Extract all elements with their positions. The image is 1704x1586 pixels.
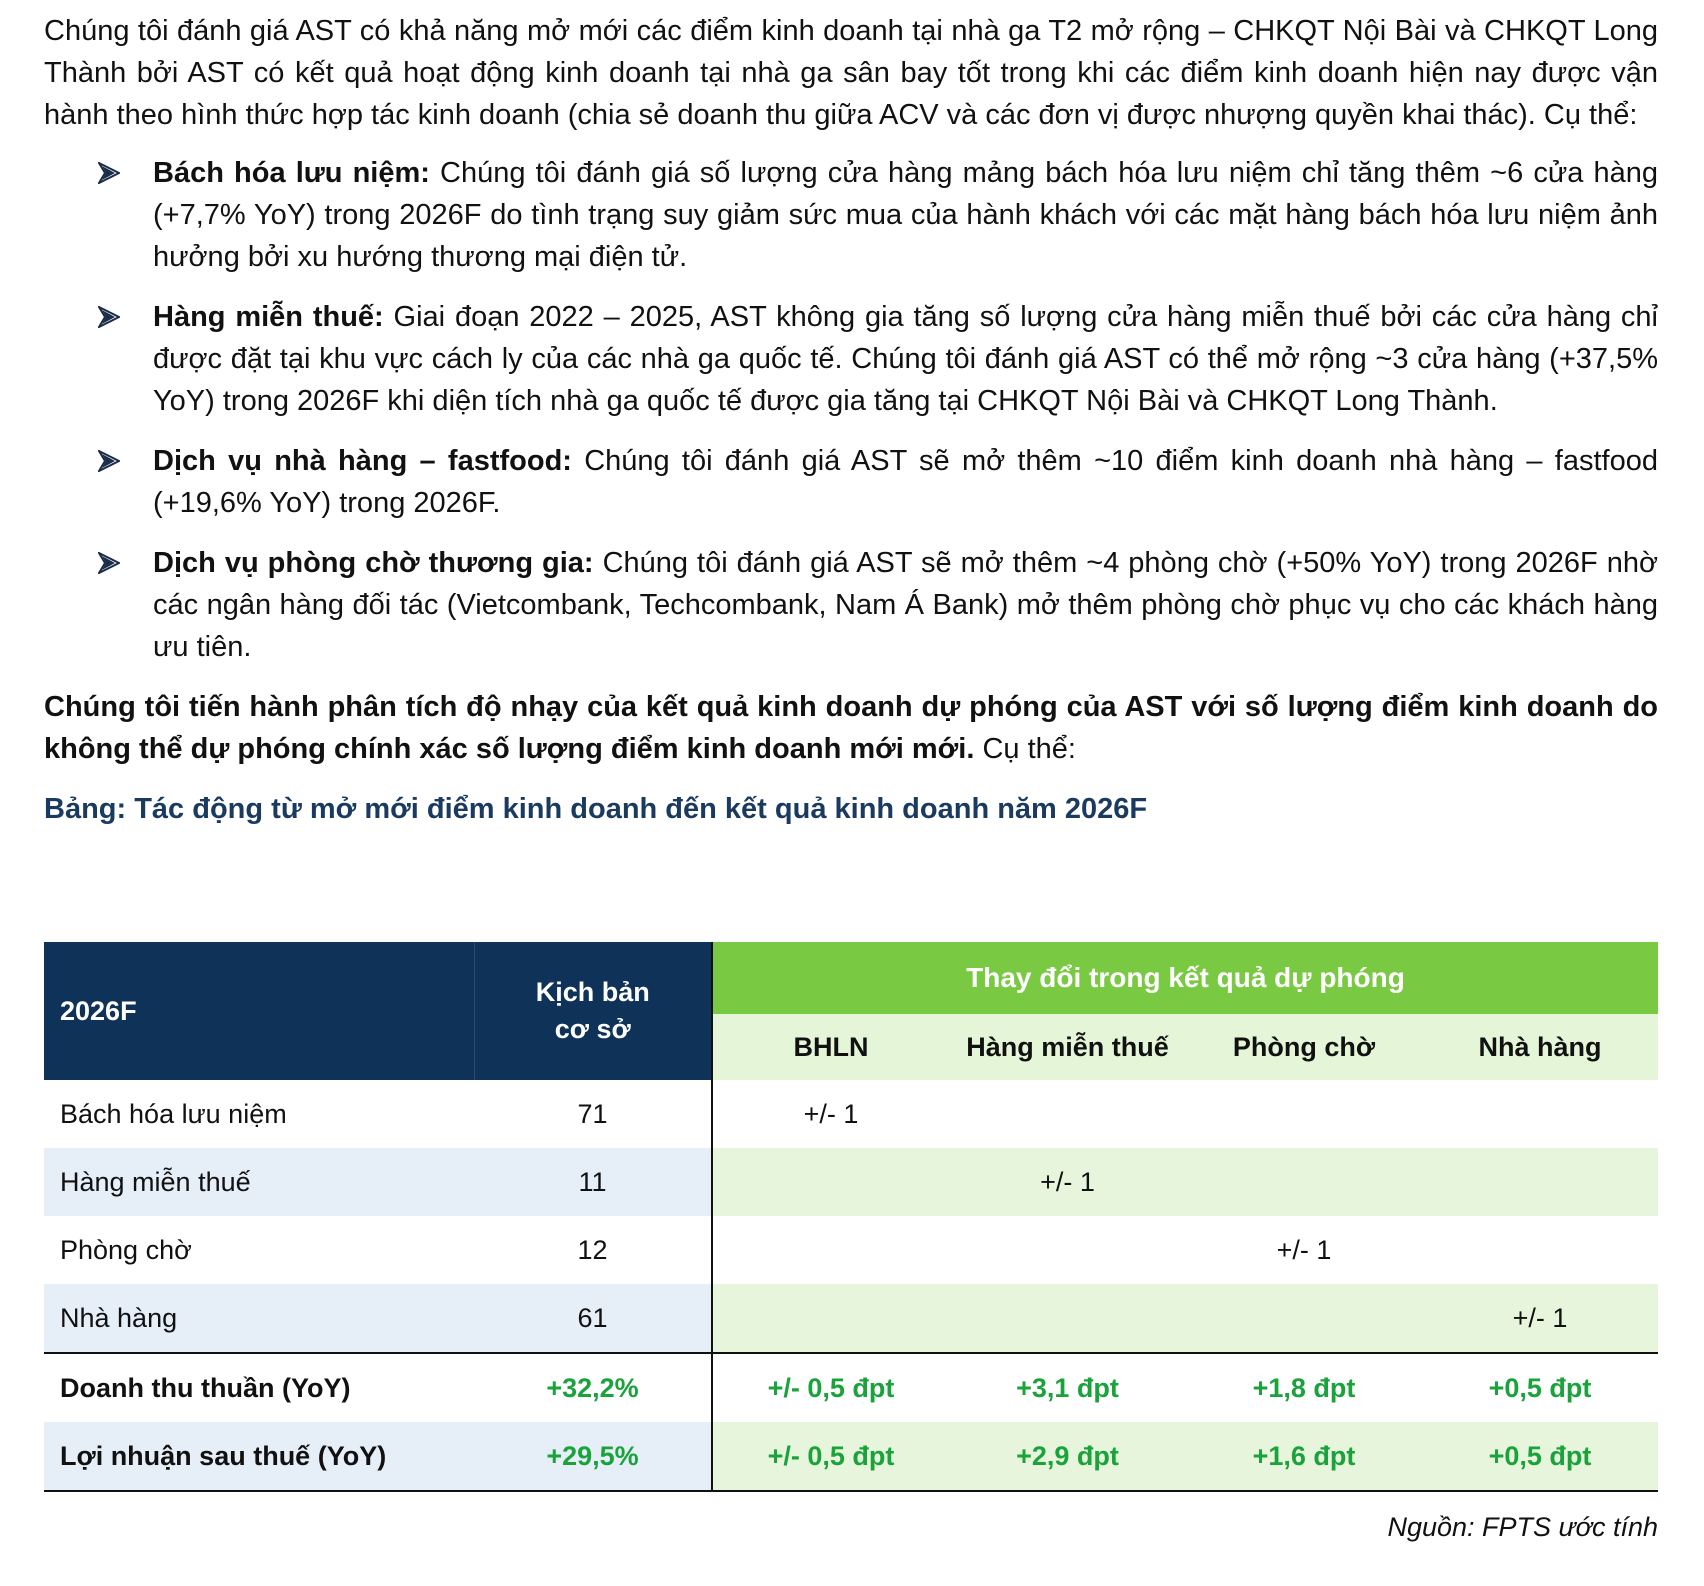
result-row-profit [44,1422,1658,1491]
row-cell [1186,1148,1422,1216]
result-cell: +0,5 đpt [1422,1422,1658,1491]
header-year: 2026F [44,942,474,1080]
row-cell [1422,1216,1658,1284]
impact-table [44,942,1658,1492]
row-cell [712,1284,949,1353]
row-cell [1422,1080,1658,1148]
subheader-duty-free: Hàng miễn thuế [949,1014,1186,1080]
table-title: Bảng: Tác động từ mở mới điểm kinh doanh đến kết quả kinh doanh năm 2026F [44,793,1148,825]
row-cell: +/- 1 [1422,1284,1658,1353]
bullet-item [44,440,1658,524]
row-cell: +/- 1 [1186,1216,1422,1284]
table-row [44,1148,1658,1216]
row-label: Bách hóa lưu niệm [44,1080,474,1148]
result-base: +32,2% [474,1353,712,1422]
table-row [44,1284,1658,1353]
result-base: +29,5% [474,1422,712,1491]
header-base [474,942,712,1080]
bullet-text: Chúng tôi đánh giá số lượng cửa hàng mảng bách hóa lưu niệm chỉ tăng thêm ~6 cửa hàng (+7,7% YoY) trong 2026F do tình trạng suy giảm sức mua của hành khách với các mặt hàng bách hóa lưu niệm ảnh hưởng bởi xu hướng thương mại điện tử. [153,157,1658,273]
result-cell: +3,1 đpt [949,1353,1186,1422]
bullet-text: Giai đoạn 2022 – 2025, AST không gia tăng số lượng cửa hàng miễn thuế bởi các cửa hàng chỉ được đặt tại khu vực cách ly của các nhà ga quốc tế. Chúng tôi đánh giá AST có thể mở rộng ~3 cửa hàng (+37,5% YoY) trong 2026F khi diện tích nhà ga quốc tế được gia tăng tại CHKQT Nội Bài và CHKQT Long Thành. [153,301,1658,417]
table-row [44,1080,1658,1148]
result-label: Doanh thu thuần (YoY) [44,1353,474,1422]
row-cell [1186,1284,1422,1353]
row-cell [712,1148,949,1216]
bullet-title: Hàng miễn thuế: [153,301,384,333]
row-base: 61 [474,1284,712,1353]
result-cell: +1,6 đpt [1186,1422,1422,1491]
header-group: Thay đổi trong kết quả dự phóng [712,942,1658,1014]
bullet-title: Dịch vụ nhà hàng – fastfood: [153,445,572,477]
result-cell: +/- 0,5 đpt [712,1353,949,1422]
row-label: Phòng chờ [44,1216,474,1284]
row-cell [949,1216,1186,1284]
row-label: Nhà hàng [44,1284,474,1353]
header-base-line1: Kịch bản [535,977,650,1007]
bullet-item [44,296,1658,422]
row-cell: +/- 1 [949,1148,1186,1216]
row-cell: +/- 1 [712,1080,949,1148]
document-body [44,10,1658,830]
result-row-revenue [44,1353,1658,1422]
result-cell: +2,9 đpt [949,1422,1186,1491]
arrow-bullet-icon [98,296,126,338]
result-cell: +1,8 đpt [1186,1353,1422,1422]
subheader-lounge: Phòng chờ [1186,1014,1422,1080]
summary-rest: Cụ thể: [974,733,1076,765]
arrow-bullet-icon [98,542,126,584]
result-cell: +/- 0,5 đpt [712,1422,949,1491]
row-cell [1422,1148,1658,1216]
row-cell [712,1216,949,1284]
row-cell [949,1284,1186,1353]
result-cell: +0,5 đpt [1422,1353,1658,1422]
arrow-bullet-icon [98,440,126,482]
summary-paragraph [44,686,1658,770]
subheader-bhln: BHLN [712,1014,949,1080]
bullet-text: Chúng tôi đánh giá AST sẽ mở thêm ~4 phòng chờ (+50% YoY) trong 2026F nhờ các ngân hàng đối tác (Vietcombank, Techcombank, Nam Á Bank) mở thêm phòng chờ phục vụ cho các khách hàng ưu tiên. [153,547,1658,663]
bullet-title: Bách hóa lưu niệm: [153,157,430,189]
intro-paragraph: Chúng tôi đánh giá AST có khả năng mở mới các điểm kinh doanh tại nhà ga T2 mở rộng – CHKQT Nội Bài và CHKQT Long Thành bởi AST có kết quả hoạt động kinh doanh tại nhà ga sân bay tốt trong khi các điểm kinh doanh hiện nay được vận hành theo hình thức hợp tác kinh doanh (chia sẻ doanh thu giữa ACV và các đơn vị được nhượng quyền khai thác). Cụ thể: [44,15,1658,131]
bullet-list [44,152,1658,668]
subheader-restaurant: Nhà hàng [1422,1014,1658,1080]
table-row [44,1216,1658,1284]
row-cell [949,1080,1186,1148]
arrow-bullet-icon [98,152,126,194]
header-base-line2: cơ sở [554,1014,631,1044]
source-note: Nguồn: FPTS ước tính [1387,1512,1658,1542]
row-base: 11 [474,1148,712,1216]
row-base: 71 [474,1080,712,1148]
result-label: Lợi nhuận sau thuế (YoY) [44,1422,474,1491]
summary-bold: Chúng tôi tiến hành phân tích độ nhạy của kết quả kinh doanh dự phóng của AST với số lượng điểm kinh doanh do không thể dự phóng chính xác số lượng điểm kinh doanh mới mới. [44,691,1658,765]
bullet-title: Dịch vụ phòng chờ thương gia: [153,547,594,579]
row-base: 12 [474,1216,712,1284]
bullet-text: Chúng tôi đánh giá AST sẽ mở thêm ~10 điểm kinh doanh nhà hàng – fastfood (+19,6% YoY) trong 2026F. [153,445,1658,519]
row-label: Hàng miễn thuế [44,1148,474,1216]
row-cell [1186,1080,1422,1148]
bullet-item [44,152,1658,278]
bullet-item [44,542,1658,668]
